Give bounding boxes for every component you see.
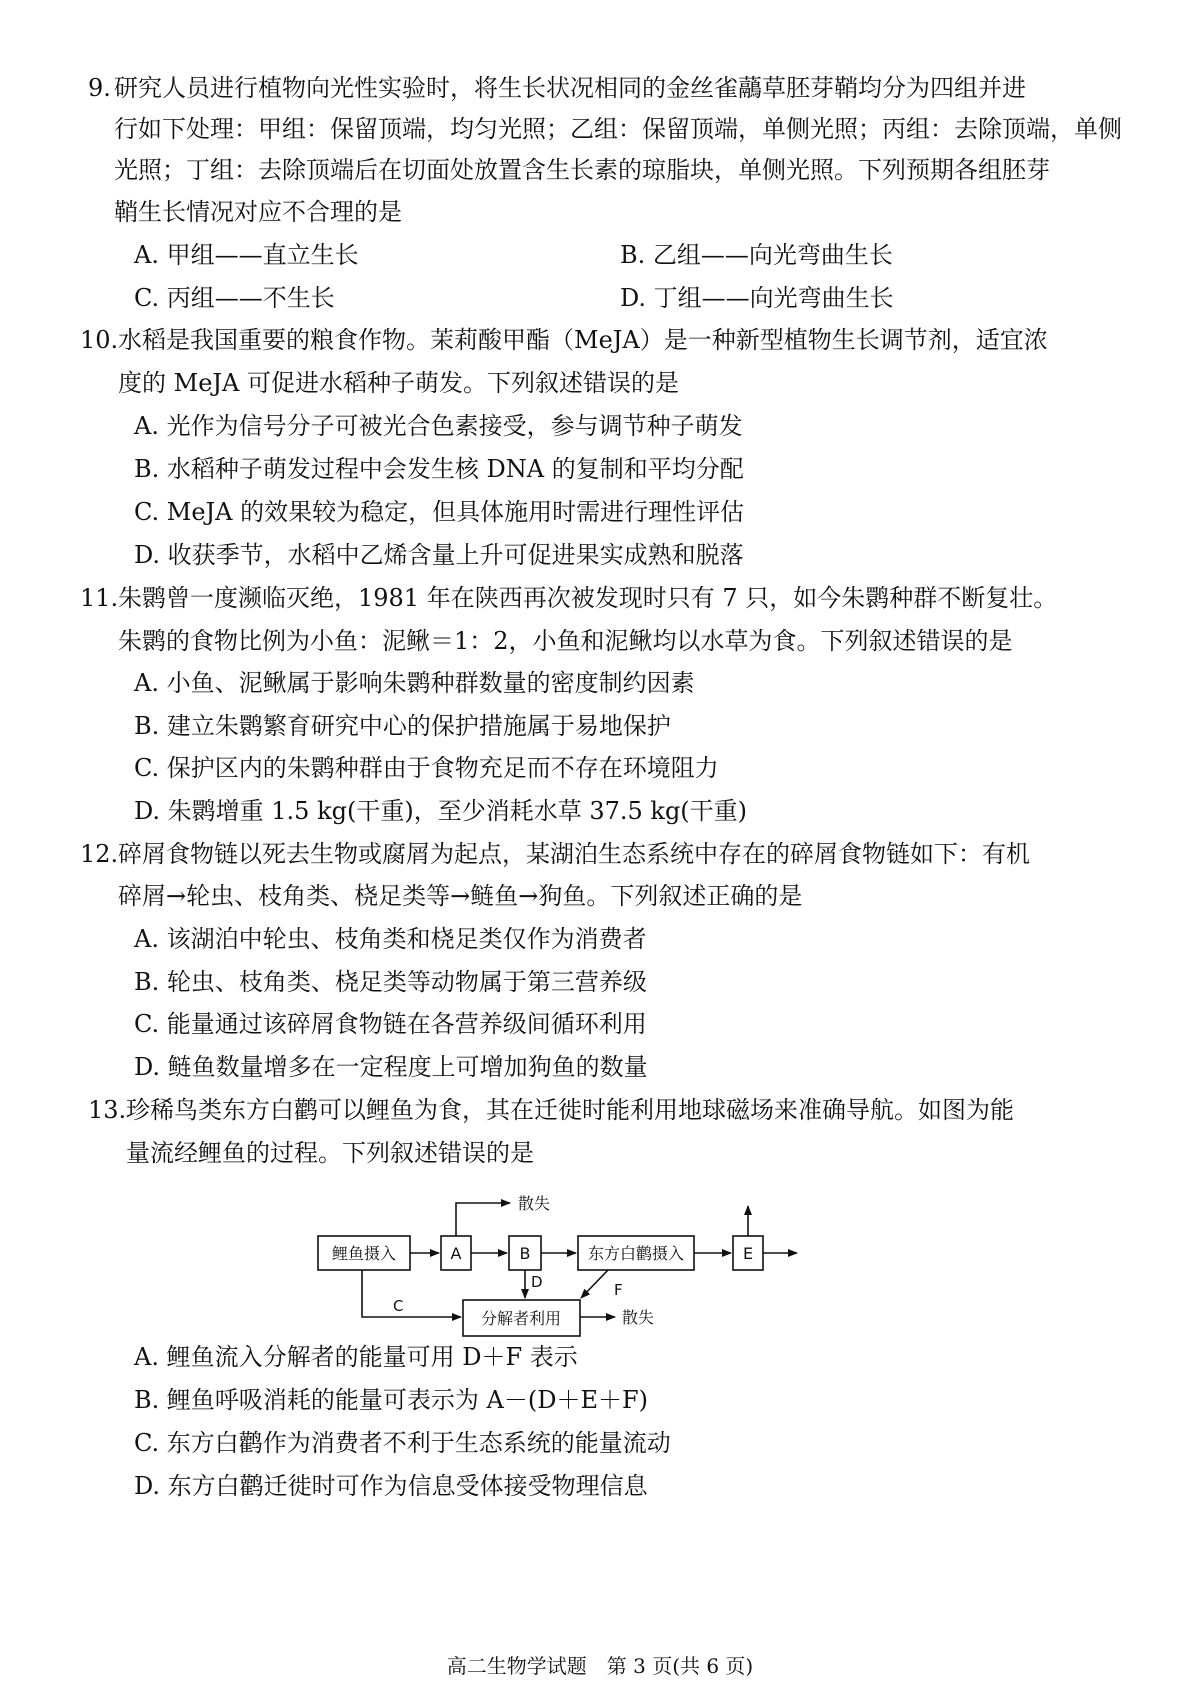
c-arrow bbox=[362, 1270, 461, 1317]
q13-stem-line-2: 量流经鲤鱼的过程。下列叙述错误的是 bbox=[126, 1139, 534, 1167]
q12-option-c: C. 能量通过该碎屑食物链在各营养级间循环利用 bbox=[134, 1010, 647, 1038]
b-label: B bbox=[519, 1244, 531, 1263]
q11-stem-line-1: 朱鹮曾一度濒临灭绝，1981 年在陕西再次被发现时只有 7 只，如今朱鹮种群不断复壮。 bbox=[118, 584, 1058, 612]
q9-stem-line-2: 行如下处理：甲组：保留顶端，均匀光照；乙组：保留顶端，单侧光照；丙组：去除顶端，单侧 bbox=[114, 115, 1122, 143]
loss-top-label: 散失 bbox=[518, 1194, 551, 1213]
q10-option-b: B. 水稻种子萌发过程中会发生核 DNA 的复制和平均分配 bbox=[134, 455, 744, 483]
d-label: D bbox=[531, 1273, 543, 1291]
q9-stem-line-3: 光照；丁组：去除顶端后在切面处放置含生长素的琼脂块，单侧光照。下列预期各组胚芽 bbox=[114, 156, 1050, 184]
q12-option-b: B. 轮虫、枝角类、桡足类等动物属于第三营养级 bbox=[134, 968, 647, 996]
q12-number: 12. bbox=[80, 840, 119, 868]
page-footer: 高二生物学试题 第 3 页(共 6 页) bbox=[446, 1654, 754, 1678]
q9-option-c: C. 丙组——不生长 bbox=[134, 284, 335, 312]
q10-number: 10. bbox=[80, 326, 119, 354]
q12-option-d: D. 鲢鱼数量增多在一定程度上可增加狗鱼的数量 bbox=[134, 1053, 648, 1081]
c-label: C bbox=[393, 1297, 404, 1315]
q11-option-d: D. 朱鹮增重 1.5 kg(干重)，至少消耗水草 37.5 kg(干重) bbox=[134, 797, 748, 825]
q10-stem-line-1: 水稻是我国重要的粮食作物。茉莉酸甲酯（MeJA）是一种新型植物生长调节剂，适宜浓 bbox=[118, 326, 1048, 354]
stork-box bbox=[578, 1236, 694, 1270]
f-label: F bbox=[614, 1281, 623, 1299]
q11-option-c: C. 保护区内的朱鹮种群由于食物充足而不存在环境阻力 bbox=[134, 754, 719, 782]
e-box bbox=[733, 1236, 763, 1270]
a-box bbox=[441, 1236, 471, 1270]
intake-box bbox=[318, 1236, 410, 1270]
loss-bottom-label: 散失 bbox=[622, 1308, 655, 1327]
q10-option-c: C. MeJA 的效果较为稳定，但具体施用时需进行理性评估 bbox=[134, 498, 745, 526]
q11-number: 11. bbox=[80, 584, 119, 612]
a-loss-arrow bbox=[456, 1203, 510, 1236]
b-box bbox=[509, 1236, 541, 1270]
q9-number: 9. bbox=[88, 74, 111, 102]
q9-stem-line-4: 鞘生长情况对应不合理的是 bbox=[114, 198, 402, 226]
q13-option-d: D. 东方白鹳迁徙时可作为信息受体接受物理信息 bbox=[134, 1472, 648, 1500]
q10-option-d: D. 收获季节，水稻中乙烯含量上升可促进果实成熟和脱落 bbox=[134, 541, 744, 569]
q13-number: 13. bbox=[88, 1096, 127, 1124]
a-label: A bbox=[450, 1244, 462, 1263]
e-label: E bbox=[742, 1244, 754, 1263]
q12-stem-line-2: 碎屑→轮虫、枝角类、桡足类等→鲢鱼→狗鱼。下列叙述正确的是 bbox=[118, 882, 803, 910]
q11-stem-line-2: 朱鹮的食物比例为小鱼：泥鳅＝1：2，小鱼和泥鳅均以水草为食。下列叙述错误的是 bbox=[118, 627, 1013, 655]
q13-option-b: B. 鲤鱼呼吸消耗的能量可表示为 A－(D＋E＋F) bbox=[134, 1386, 648, 1414]
q9-stem-line-1: 研究人员进行植物向光性实验时，将生长状况相同的金丝雀虉草胚芽鞘均分为四组并进 bbox=[114, 74, 1026, 102]
q13-stem-line-1: 珍稀鸟类东方白鹳可以鲤鱼为食，其在迁徙时能利用地球磁场来准确导航。如图为能 bbox=[126, 1096, 1014, 1124]
q12-option-a: A. 该湖泊中轮虫、枝角类和桡足类仅作为消费者 bbox=[134, 925, 647, 953]
q10-option-a: A. 光作为信号分子可被光合色素接受，参与调节种子萌发 bbox=[134, 412, 743, 440]
q12-stem-line-1: 碎屑食物链以死去生物或腐屑为起点，某湖泊生态系统中存在的碎屑食物链如下：有机 bbox=[118, 840, 1030, 868]
q13-option-a: A. 鲤鱼流入分解者的能量可用 D＋F 表示 bbox=[134, 1343, 578, 1371]
decomposer-label: 分解者利用 bbox=[480, 1309, 562, 1328]
q9-option-b: B. 乙组——向光弯曲生长 bbox=[620, 241, 893, 269]
intake-label: 鲤鱼摄入 bbox=[331, 1244, 397, 1263]
q11-option-b: B. 建立朱鹮繁育研究中心的保护措施属于易地保护 bbox=[134, 712, 671, 740]
stork-label: 东方白鹳摄入 bbox=[587, 1244, 685, 1263]
q10-stem-line-2: 度的 MeJA 可促进水稻种子萌发。下列叙述错误的是 bbox=[118, 369, 679, 397]
q13-option-c: C. 东方白鹳作为消费者不利于生态系统的能量流动 bbox=[134, 1429, 671, 1457]
decomposer-box bbox=[463, 1300, 580, 1336]
f-arrow bbox=[581, 1270, 608, 1298]
q9-option-a: A. 甲组——直立生长 bbox=[134, 241, 359, 269]
q11-option-a: A. 小鱼、泥鳅属于影响朱鹮种群数量的密度制约因素 bbox=[134, 669, 695, 697]
q9-option-d: D. 丁组——向光弯曲生长 bbox=[620, 284, 894, 312]
